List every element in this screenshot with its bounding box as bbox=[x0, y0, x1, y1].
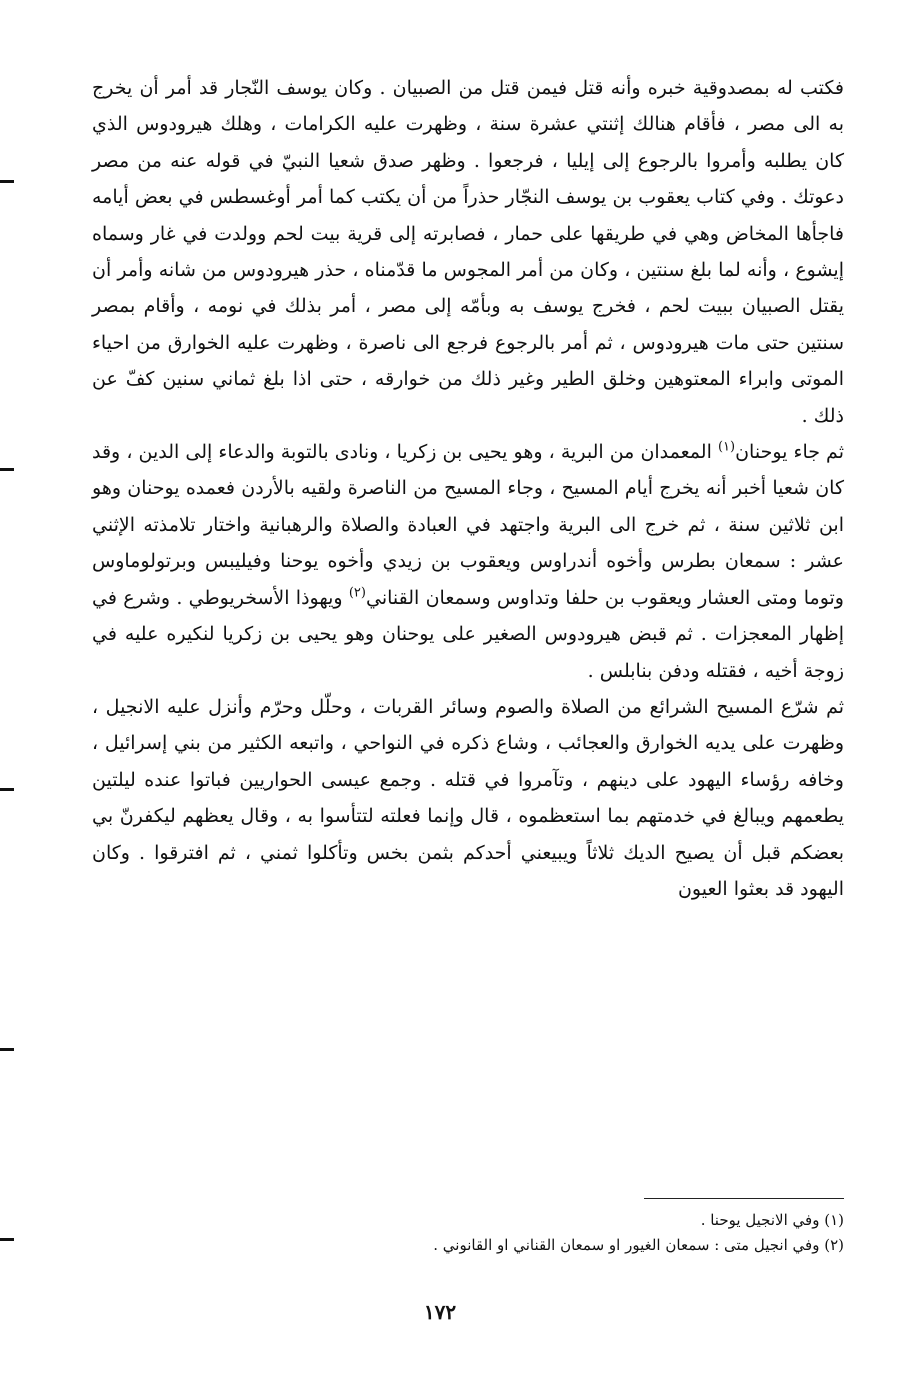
footnote-separator bbox=[644, 1198, 844, 1199]
paragraph-2 bbox=[92, 434, 844, 689]
page-number: ١٧٢ bbox=[423, 1300, 457, 1324]
footnote-marker-2: (٢) bbox=[348, 585, 366, 601]
scan-edge-mark bbox=[0, 468, 14, 471]
footnote-2: (٢) وفي انجيل متى : سمعان الغيور او سمعان القناني او القانوني . bbox=[433, 1236, 844, 1254]
footnote-1: (١) وفي الانجيل يوحنا . bbox=[700, 1211, 844, 1229]
scan-edge-mark bbox=[0, 1048, 14, 1051]
footnotes bbox=[300, 1208, 844, 1258]
footnote-marker-1: (١) bbox=[717, 439, 736, 455]
scan-edge-mark bbox=[0, 1238, 14, 1241]
scan-edge-mark bbox=[0, 180, 14, 183]
paragraph-2-tail: ويهوذا الأسخريوطي . وشرع في إظهار المعجزات . ثم قبض هيرودوس الصغير على يوحنان وهو يحيى بن زكريا لنكيره عليه في زوجة أخيه ، فقتله ودفن بنابلس . bbox=[92, 586, 845, 682]
scan-edge-mark bbox=[0, 788, 14, 791]
paragraph-3: ثم شرّع المسيح الشرائع من الصلاة والصوم وسائر القربات ، وحلّل وحرّم وأنزل عليه الانجيل ، وظهرت على يديه الخوارق والعجائب ، وشاع ذكره في النواحي ، واتبعه الكثير من بني إسرائيل ، وخافه رؤساء اليهود على دينهم ، وتآمروا في قتله . وجمع عيسى الحواريين فباتوا عنده ليلتين يطعمهم ويبالغ في خدمتهم بما استعظموه ، قال وإنما فعلته لتتأسوا به ، وقال يعظهم ليكفرنّ بي بعضكم قبل أن يصيح الديك ثلاثاً ويبيعني أحدكم بثمن بخس وتأكلوا ثمني ، ثم افترقوا . وكان اليهود قد بعثوا العيون bbox=[92, 695, 844, 900]
paragraph-2-body: المعمدان من البرية ، وهو يحيى بن زكريا ، ونادى بالتوبة والدعاء إلى الدين ، وقد كان شعيا أخبر أنه يخرج أيام المسيح ، وجاء المسيح من الناصرة ولقيه بالأردن فعمده يوحنان وهو ابن ثلاثين سنة ، ثم خرج الى البرية واجتهد في العبادة والصلاة والرهبانية واختار تلامذته الإثني عشر : سمعان بطرس وأخوه أندراوس ويعقوب بن زيدي وأخوه يوحنا وفيليبس وبرتولوماوس وتوما ومتى العشار ويعقوب بن حلفا وتداوس وسمعان القناني bbox=[92, 441, 844, 609]
main-text bbox=[92, 70, 844, 907]
paragraph-2-lead: ثم جاء يوحنان bbox=[735, 441, 844, 464]
paragraph-1: فكتب له بمصدوقية خبره وأنه قتل فيمن قتل من الصبيان . وكان يوسف النّجار قد أمر أن يخرج به الى مصر ، فأقام هنالك إثنتي عشرة سنة ، وظهرت عليه الكرامات ، وهلك هيرودوس الذي كان يطلبه وأمروا بالرجوع إلى إيليا ، فرجعوا . وظهر صدق شعيا النبيّ في قوله عنه من مصر دعوتك . وفي كتاب يعقوب بن يوسف النجّار حذراً من أن يكتب كما أمر أوغسطس في بعض أيامه فاجأها المخاض وهي في طريقها على حمار ، فصابرته إلى قرية بيت لحم وولدت في غار وسماه إيشوع ، وأنه لما بلغ سنتين ، وكان من أمر المجوس ما قدّمناه ، حذر هيرودوس من شانه وأمر أن يقتل الصبيان ببيت لحم ، فخرج يوسف به وبأمّه إلى مصر ، أمر بذلك في نومه ، وأقام بمصر سنتين حتى مات هيرودوس ، ثم أمر بالرجوع فرجع الى ناصرة ، وظهرت عليه الخوارق من احياء الموتى وابراء المعتوهين وخلق الطير وغير ذلك من خوارقه ، حتى اذا بلغ ثماني سنين كفّ عن ذلك . bbox=[92, 77, 844, 427]
